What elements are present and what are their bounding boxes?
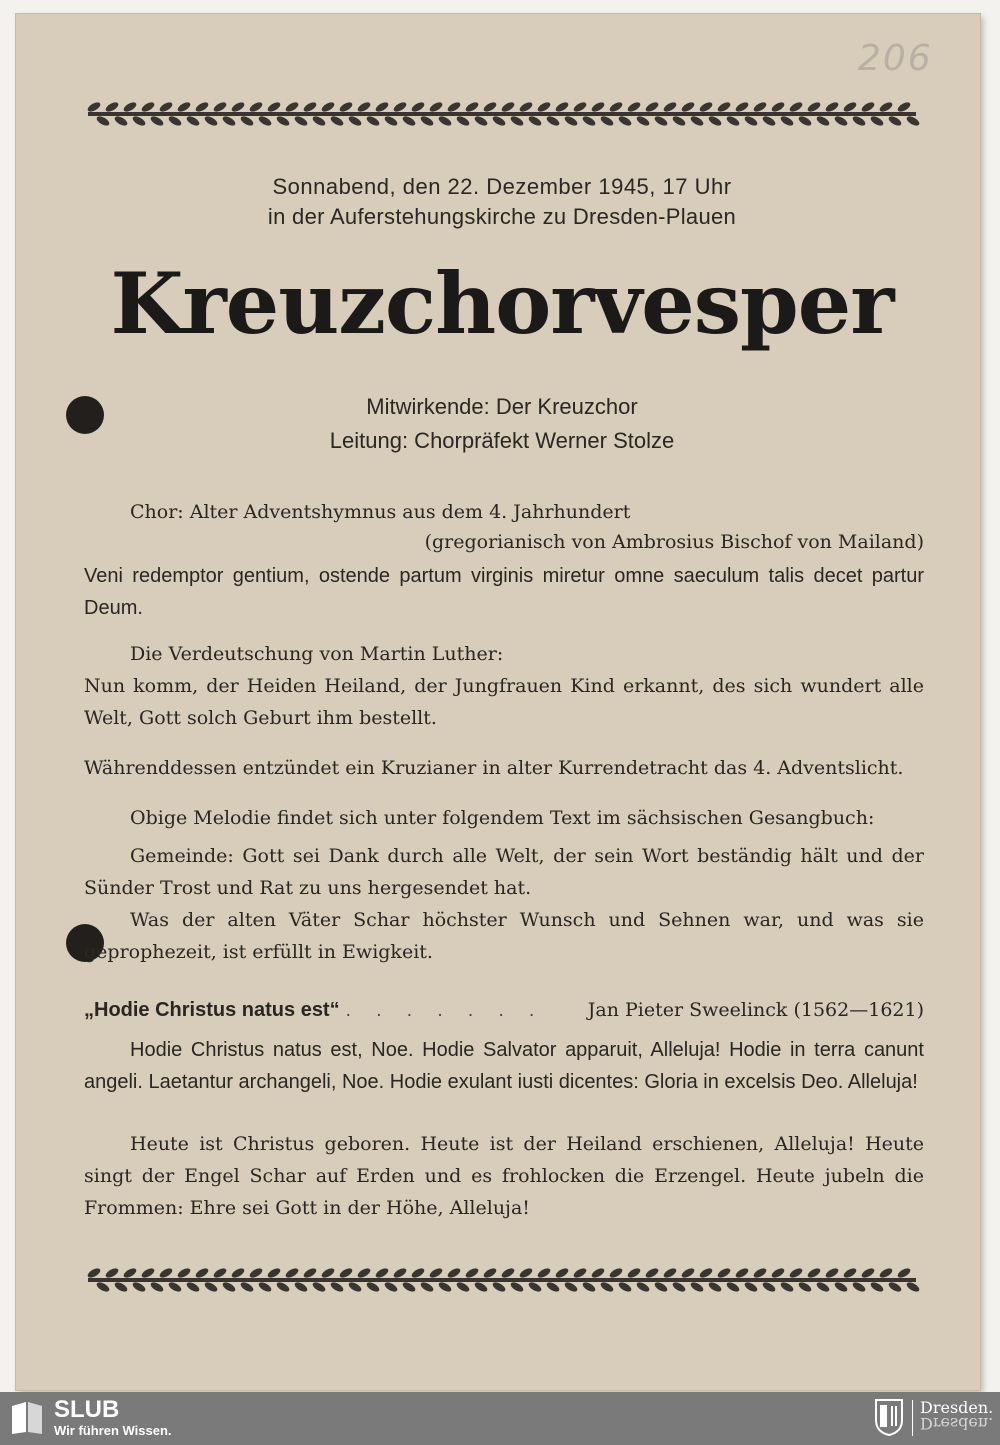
garland-leaf xyxy=(563,114,579,127)
garland-leaf xyxy=(770,1266,786,1279)
garland-leaf xyxy=(86,100,102,113)
dresden-crest-icon[interactable] xyxy=(874,1398,904,1436)
garland-leaf xyxy=(347,114,363,127)
garland-leaf xyxy=(896,1266,912,1279)
garland-leaf xyxy=(509,114,525,127)
garland-leaf xyxy=(545,1280,561,1293)
garland-leaf xyxy=(626,100,642,113)
garland-leaf xyxy=(401,114,417,127)
garland-leaf xyxy=(761,114,777,127)
garland-leaf xyxy=(905,114,921,127)
garland-leaf xyxy=(194,100,210,113)
item1-heading: Chor: Alter Adventshymnus aus dem 4. Jahrhundert xyxy=(130,501,631,523)
garland-leaf xyxy=(797,114,813,127)
garland-leaf xyxy=(752,1266,768,1279)
garland-leaf xyxy=(833,114,849,127)
garland-leaf xyxy=(338,100,354,113)
garland-leaf xyxy=(842,1266,858,1279)
garland-leaf xyxy=(158,1266,174,1279)
city-brand-reflection: Dresden. xyxy=(920,1414,994,1433)
item2-composer: Jan Pieter Sweelinck (1562—1621) xyxy=(587,999,924,1021)
garland-leaf xyxy=(500,100,516,113)
slub-book-icon[interactable] xyxy=(10,1400,44,1436)
garland-leaf xyxy=(410,100,426,113)
garland-leaf xyxy=(869,114,885,127)
garland-leaf xyxy=(851,114,867,127)
luther-heading: Die Verdeutschung von Martin Luther: xyxy=(130,643,504,665)
garland-leaf xyxy=(365,1280,381,1293)
garland-leaf xyxy=(86,1266,102,1279)
garland-leaf xyxy=(221,114,237,127)
garland-leaf xyxy=(455,114,471,127)
garland-leaf xyxy=(653,114,669,127)
garland-leaf xyxy=(680,100,696,113)
garland-leaf xyxy=(266,1266,282,1279)
garland-leaf xyxy=(356,1266,372,1279)
garland-leaf xyxy=(419,114,435,127)
garland-leaf xyxy=(878,1266,894,1279)
garland-leaf xyxy=(329,114,345,127)
garland-ornament-bottom xyxy=(82,1262,922,1298)
garland-leaf xyxy=(122,1266,138,1279)
garland-leaf xyxy=(230,100,246,113)
footer-bar xyxy=(0,1392,1000,1445)
garland-leaf xyxy=(383,114,399,127)
garland-leaf xyxy=(221,1280,237,1293)
garland-leaf xyxy=(545,114,561,127)
garland-leaf xyxy=(707,114,723,127)
garland-leaf xyxy=(122,100,138,113)
garland-leaf xyxy=(257,1280,273,1293)
item1-latin-text: Veni redemptor gentium, ostende partum virginis miretur omne saeculum talis decet partur Deum. xyxy=(84,565,924,619)
garland-leaf xyxy=(185,114,201,127)
garland-leaf xyxy=(293,114,309,127)
garland-leaf xyxy=(131,1280,147,1293)
garland-leaf xyxy=(248,100,264,113)
garland-leaf xyxy=(743,114,759,127)
garland-leaf xyxy=(644,1266,660,1279)
garland-leaf xyxy=(446,1266,462,1279)
garland-leaf xyxy=(149,1280,165,1293)
garland-leaf xyxy=(428,1266,444,1279)
conductor: Leitung: Chorpräfekt Werner Stolze xyxy=(329,428,675,453)
garland-leaf xyxy=(410,1266,426,1279)
garland-leaf xyxy=(284,100,300,113)
garland-leaf xyxy=(599,114,615,127)
garland-leaf xyxy=(212,100,228,113)
garland-leaf xyxy=(302,1266,318,1279)
garland-leaf xyxy=(779,114,795,127)
garland-leaf xyxy=(815,1280,831,1293)
garland-leaf xyxy=(311,114,327,127)
garland-leaf xyxy=(806,100,822,113)
garland-leaf xyxy=(248,1266,264,1279)
garland-leaf xyxy=(482,100,498,113)
city-brand[interactable]: Dresden. xyxy=(920,1398,994,1417)
archive-number: 206 xyxy=(858,38,933,79)
footer-divider xyxy=(912,1400,913,1436)
garland-leaf xyxy=(293,1280,309,1293)
garland-leaf xyxy=(617,114,633,127)
garland-leaf xyxy=(230,1266,246,1279)
garland-leaf xyxy=(716,100,732,113)
garland-leaf xyxy=(95,1280,111,1293)
garland-leaf xyxy=(500,1266,516,1279)
garland-leaf xyxy=(239,1280,255,1293)
garland-leaf xyxy=(662,1266,678,1279)
garland-leaf xyxy=(113,1280,129,1293)
garland-leaf xyxy=(860,100,876,113)
garland-leaf xyxy=(437,1280,453,1293)
garland-leaf xyxy=(185,1280,201,1293)
event-location: in der Auferstehungskirche zu Dresden-Plauen xyxy=(267,204,737,229)
garland-leaf xyxy=(320,100,336,113)
garland-leaf xyxy=(635,114,651,127)
garland-leaf xyxy=(527,1280,543,1293)
garland-leaf xyxy=(806,1266,822,1279)
garland-leaf xyxy=(374,1266,390,1279)
item2-german-text: Heute ist Christus geboren. Heute ist der Heiland erschienen, Alleluja! Heute singt der Engel Schar auf Erden und es frohlocken die Erzengel. Heute jubeln die Frommen: Ehre sei Gott in der Höhe, Alleluja! xyxy=(84,1133,924,1219)
garland-leaf xyxy=(770,100,786,113)
garland-leaf xyxy=(365,114,381,127)
garland-leaf xyxy=(815,114,831,127)
garland-leaf xyxy=(203,114,219,127)
garland-leaf xyxy=(194,1266,210,1279)
garland-leaf xyxy=(176,100,192,113)
garland-leaf xyxy=(491,1280,507,1293)
performers: Mitwirkende: Der Kreuzchor xyxy=(366,394,638,419)
garland-leaf xyxy=(680,1266,696,1279)
garland-leaf xyxy=(401,1280,417,1293)
garland-leaf xyxy=(104,1266,120,1279)
library-tagline: Wir führen Wissen. xyxy=(54,1423,172,1438)
garland-leaf xyxy=(554,100,570,113)
garland-leaf xyxy=(446,100,462,113)
garland-leaf xyxy=(905,1280,921,1293)
garland-leaf xyxy=(482,1266,498,1279)
garland-leaf xyxy=(725,1280,741,1293)
garland-leaf xyxy=(617,1280,633,1293)
congregation-verse-2: Was der alten Väter Schar höchster Wunsch und Sehnen war, und was sie geprophezeit, ist erfüllt in Ewigkeit. xyxy=(84,909,924,963)
garland-leaf xyxy=(329,1280,345,1293)
garland-leaf xyxy=(473,114,489,127)
garland-leaf xyxy=(689,114,705,127)
garland-leaf xyxy=(590,1266,606,1279)
garland-leaf xyxy=(338,1266,354,1279)
garland-leaf xyxy=(527,114,543,127)
garland-leaf xyxy=(284,1266,300,1279)
garland-leaf xyxy=(707,1280,723,1293)
page-title: Kreuzchorvesper xyxy=(110,254,894,353)
garland-leaf xyxy=(878,100,894,113)
garland-leaf xyxy=(257,114,273,127)
luther-text: Nun komm, der Heiden Heiland, der Jungfrauen Kind erkannt, des sich wundert alle Welt, Gott solch Geburt ihm bestellt. xyxy=(84,675,924,729)
garland-leaf xyxy=(887,1280,903,1293)
garland-leaf xyxy=(851,1280,867,1293)
garland-leaf xyxy=(653,1280,669,1293)
garland-leaf xyxy=(662,100,678,113)
melody-note: Obige Melodie findet sich unter folgendem Text im sächsischen Gesangbuch: xyxy=(130,807,875,829)
garland-leaf xyxy=(563,1280,579,1293)
garland-leaf xyxy=(302,100,318,113)
garland-leaf xyxy=(590,100,606,113)
garland-leaf xyxy=(860,1266,876,1279)
garland-leaf xyxy=(149,114,165,127)
garland-leaf xyxy=(869,1280,885,1293)
garland-leaf xyxy=(275,114,291,127)
garland-leaf xyxy=(266,100,282,113)
garland-leaf xyxy=(536,1266,552,1279)
garland-leaf xyxy=(716,1266,732,1279)
garland-leaf xyxy=(572,1266,588,1279)
garland-ornament-top xyxy=(82,96,922,132)
item1-source: (gregorianisch von Ambrosius Bischof von Mailand) xyxy=(424,531,924,553)
item2-leader-dots: . . . . . . . xyxy=(345,1000,545,1021)
garland-leaf xyxy=(896,100,912,113)
garland-leaf xyxy=(842,100,858,113)
garland-leaf xyxy=(725,114,741,127)
garland-leaf xyxy=(518,1266,534,1279)
item2-latin-text: Hodie Christus natus est, Noe. Hodie Salvator apparuit, Alleluja! Hodie in terra canunt angeli. Laetantur archangeli, Noe. Hodie exulant iusti dicentes: Gloria in excelsis Deo. Alleluja! xyxy=(84,1039,924,1093)
garland-leaf xyxy=(788,1266,804,1279)
garland-leaf xyxy=(698,1266,714,1279)
garland-leaf xyxy=(140,1266,156,1279)
garland-leaf xyxy=(761,1280,777,1293)
garland-leaf xyxy=(581,1280,597,1293)
garland-leaf xyxy=(158,100,174,113)
garland-leaf xyxy=(428,100,444,113)
garland-leaf xyxy=(734,1266,750,1279)
garland-leaf xyxy=(203,1280,219,1293)
garland-leaf xyxy=(644,100,660,113)
garland-leaf xyxy=(464,1266,480,1279)
garland-leaf xyxy=(752,100,768,113)
garland-leaf xyxy=(167,114,183,127)
garland-leaf xyxy=(824,100,840,113)
garland-leaf xyxy=(113,114,129,127)
garland-leaf xyxy=(887,114,903,127)
garland-leaf xyxy=(698,100,714,113)
garland-leaf xyxy=(239,114,255,127)
garland-leaf xyxy=(743,1280,759,1293)
garland-leaf xyxy=(491,114,507,127)
garland-leaf xyxy=(626,1266,642,1279)
congregation-verse-1: Gemeinde: Gott sei Dank durch alle Welt, der sein Wort beständig hält und der Sünder Trost und Rat zu uns hergesendet hat. xyxy=(84,845,924,899)
garland-leaf xyxy=(554,1266,570,1279)
garland-leaf xyxy=(176,1266,192,1279)
garland-leaf xyxy=(383,1280,399,1293)
advent-light-note: Währenddessen entzündet ein Kruzianer in alter Kurrendetracht das 4. Adventslicht. xyxy=(84,757,904,779)
garland-leaf xyxy=(509,1280,525,1293)
garland-leaf xyxy=(779,1280,795,1293)
garland-leaf xyxy=(734,100,750,113)
garland-leaf xyxy=(356,100,372,113)
garland-leaf xyxy=(518,100,534,113)
garland-leaf xyxy=(608,1266,624,1279)
garland-leaf xyxy=(581,114,597,127)
garland-leaf xyxy=(392,100,408,113)
garland-leaf xyxy=(536,100,552,113)
garland-leaf xyxy=(347,1280,363,1293)
garland-leaf xyxy=(671,114,687,127)
garland-leaf xyxy=(608,100,624,113)
garland-leaf xyxy=(95,114,111,127)
garland-leaf xyxy=(131,114,147,127)
garland-leaf xyxy=(797,1280,813,1293)
garland-leaf xyxy=(464,100,480,113)
garland-leaf xyxy=(104,100,120,113)
garland-leaf xyxy=(392,1266,408,1279)
garland-leaf xyxy=(374,100,390,113)
garland-leaf xyxy=(212,1266,228,1279)
garland-leaf xyxy=(824,1266,840,1279)
garland-leaf xyxy=(419,1280,435,1293)
event-date: Sonnabend, den 22. Dezember 1945, 17 Uhr xyxy=(272,174,732,199)
garland-leaf xyxy=(311,1280,327,1293)
garland-leaf xyxy=(455,1280,471,1293)
garland-leaf xyxy=(473,1280,489,1293)
garland-leaf xyxy=(140,100,156,113)
item2-title: „Hodie Christus natus est“ xyxy=(84,999,340,1021)
garland-leaf xyxy=(788,100,804,113)
garland-leaf xyxy=(437,114,453,127)
garland-leaf xyxy=(635,1280,651,1293)
garland-leaf xyxy=(599,1280,615,1293)
garland-leaf xyxy=(689,1280,705,1293)
garland-leaf xyxy=(671,1280,687,1293)
garland-leaf xyxy=(833,1280,849,1293)
garland-leaf xyxy=(572,100,588,113)
garland-leaf xyxy=(275,1280,291,1293)
garland-leaf xyxy=(167,1280,183,1293)
library-name[interactable]: SLUB xyxy=(54,1396,120,1423)
garland-leaf xyxy=(320,1266,336,1279)
